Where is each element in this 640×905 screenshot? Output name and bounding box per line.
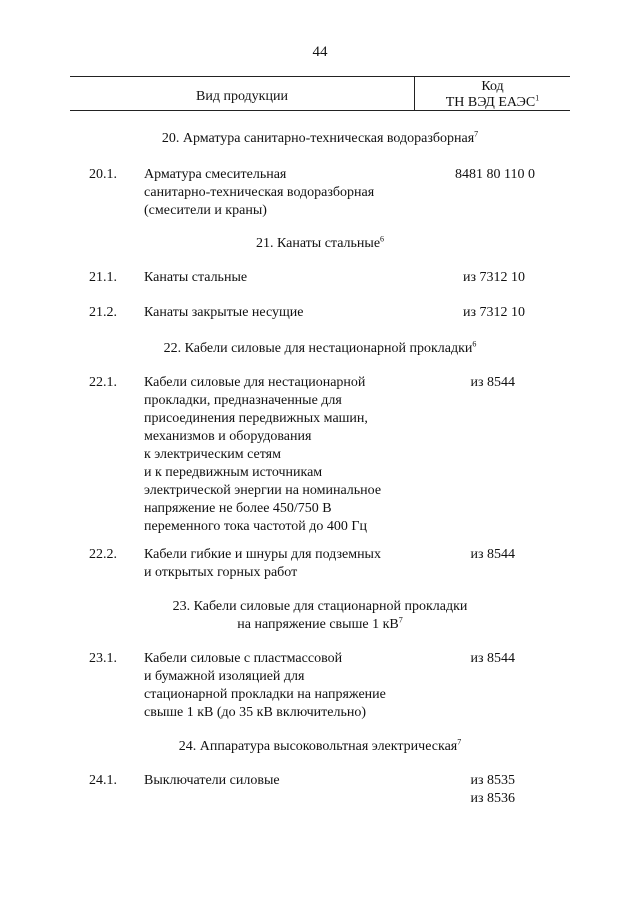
row-desc-line: Канаты закрытые несущие	[144, 305, 304, 320]
section-title-23-line2: на напряжение свыше 1 $кВ^7$	[237, 615, 403, 632]
row-number-24-1: 24.1.	[89, 773, 117, 788]
header-code-line1: Код	[481, 79, 504, 94]
row-desc-line: и к передвижным источникам	[144, 465, 323, 480]
section-title-21: 21. Канаты стальные$^6$	[255, 234, 385, 251]
row-number-23-1: 23.1.	[89, 651, 117, 666]
table-header-top-rule	[70, 76, 570, 77]
footnote-ref: 7	[474, 129, 479, 139]
row-number-22-1: 22.1.	[89, 375, 117, 390]
row-desc-line: механизмов и оборудования	[144, 429, 312, 444]
row-desc-line: (смесители и краны)	[144, 203, 267, 218]
row-desc-line: свыше 1 кВ (до 35 кВ включительно)	[144, 705, 367, 720]
row-desc-line: Канаты стальные	[144, 270, 248, 285]
row-desc-line: прокладки, предназначенные для	[144, 393, 342, 408]
footnote-ref: 6	[380, 234, 385, 244]
row-desc-line: Арматура смесительная	[144, 167, 287, 182]
row-desc-line: переменного тока частотой до 400 Гц	[144, 519, 367, 534]
row-code: 8481 80 110 0	[455, 167, 535, 182]
row-number-22-2: 22.2.	[89, 547, 117, 562]
row-number-21-2: 21.2.	[89, 305, 117, 320]
footnote-ref: 1	[535, 93, 540, 103]
row-code: из 8544	[470, 375, 515, 390]
row-desc-line: Кабели силовые с пластмассовой	[144, 651, 343, 666]
header-product-type: Вид продукции	[196, 89, 288, 104]
row-desc-line: санитарно-техническая водоразборная	[144, 185, 375, 200]
row-desc-line: и открытых горных работ	[144, 565, 298, 580]
row-number-21-1: 21.1.	[89, 270, 117, 285]
row-desc-line: напряжение не более 450/750 В	[144, 501, 332, 516]
page-number: 44	[312, 44, 328, 60]
row-code: из 7312 10	[462, 270, 525, 285]
row-code: из 8544	[470, 651, 515, 666]
row-desc-line: электрической энергии на номинальное	[144, 483, 382, 498]
section-title-23-line1: 23. Кабели силовые для стационарной прокладки	[172, 599, 468, 614]
row-desc-line: стационарной прокладки на напряжение	[144, 687, 386, 702]
section-title-24: 24. Аппаратура высоковольтная электрическая$^7$	[178, 737, 462, 754]
section-title-22: 22. Кабели силовые для нестационарной прокладки$^6$	[163, 339, 477, 356]
footnote-ref: 7	[398, 615, 403, 625]
row-code: из 8535	[470, 773, 515, 788]
row-desc-line: Выключатели силовые	[144, 773, 280, 788]
row-desc-line: и бумажной изоляцией для	[144, 669, 305, 684]
row-desc-line: Кабели гибкие и шнуры для подземных	[144, 547, 381, 562]
row-desc-line: Кабели силовые для нестационарной	[144, 375, 366, 390]
footnote-ref: 7	[457, 737, 462, 747]
row-number-20-1: 20.1.	[89, 167, 117, 182]
row-code: из 7312 10	[462, 305, 525, 320]
row-code: из 8544	[470, 547, 515, 562]
row-code: из 8536	[470, 791, 515, 806]
section-title-20: 20. Арматура санитарно-техническая водоразборная$^7$	[161, 129, 479, 146]
row-desc-line: к электрическим сетям	[144, 447, 281, 462]
row-desc-line: присоединения передвижных машин,	[144, 411, 368, 426]
header-code-line2: ТН ВЭД ЕАЭС$^1$	[445, 93, 540, 110]
footnote-ref: 6	[472, 339, 477, 349]
